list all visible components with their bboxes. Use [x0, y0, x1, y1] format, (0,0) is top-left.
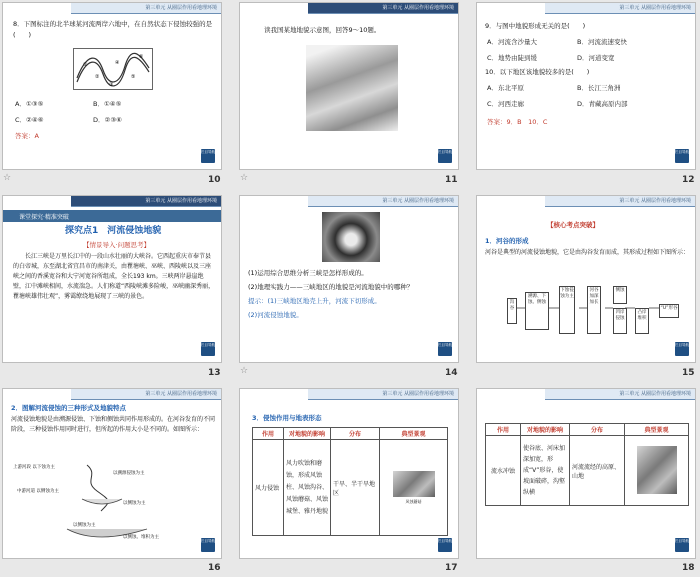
- question-10: 10．以下地区该地貌较多的是( ): [485, 68, 590, 76]
- slide-header: 第三单元 从圈层作用看地理环境: [71, 389, 221, 400]
- option-b: B．河流流速变快: [577, 38, 627, 46]
- slide-header: 第三单元 从圈层作用看地理环境: [308, 3, 458, 14]
- option-a: A．①③⑤: [15, 100, 44, 108]
- slide-16[interactable]: [2, 388, 222, 559]
- page-number: 18: [682, 563, 695, 573]
- flow-box: 凹岸侵蚀: [613, 308, 627, 334]
- nav-badge[interactable]: 栏目导航: [438, 538, 452, 552]
- nav-badge[interactable]: 栏目导航: [201, 538, 215, 552]
- hint: 提示：(1)三峡地区地壳上升，河流下切形成。: [248, 297, 381, 305]
- page-number: 12: [682, 175, 695, 185]
- table-cell: 风力吹蚀和磨蚀，形成风蚀柱、风蚀沟谷、风蚀蘑菇、风蚀城堡、雅丹地貌: [284, 440, 331, 536]
- section-heading: 3．侵蚀作用与地表形态: [252, 414, 322, 422]
- body-text: 河谷是典型的河流侵蚀地貌，它是由沟谷发育而成，其形成过程如下图所示：: [485, 249, 690, 256]
- table-header: 典型景观: [380, 428, 448, 440]
- page-number: 14: [445, 368, 458, 378]
- option-b: B．①④⑤: [93, 100, 122, 108]
- page-number: 16: [208, 563, 221, 573]
- table-header: 典型景观: [625, 424, 689, 436]
- map-label: ⑤: [131, 74, 136, 80]
- flow-box: 下蚀侵蚀为主: [559, 286, 575, 334]
- slide-header: 第三单元 从圈层作用看地理环境: [71, 3, 221, 14]
- landform-image: [306, 45, 398, 131]
- photo-caption: 风蚀蘑菇: [405, 498, 422, 504]
- slide-header: 第三单元 从圈层作用看地理环境: [308, 196, 458, 207]
- question-2: (2)地理实践力——三峡地区的地貌是河流地貌中的哪种？: [248, 283, 414, 291]
- answer: 答案：9．B 10．C: [487, 118, 548, 126]
- nav-badge[interactable]: 栏目导航: [675, 538, 689, 552]
- caption: 读我国某地地貌示意图，回答9～10题。: [264, 26, 381, 34]
- slide-13[interactable]: [2, 195, 222, 363]
- star-icon[interactable]: ☆: [240, 366, 249, 376]
- page-number: 17: [445, 563, 458, 573]
- nav-badge[interactable]: 栏目导航: [201, 149, 215, 163]
- map-label: ④: [115, 60, 120, 66]
- option-a: A．东北平原: [487, 84, 524, 92]
- table-cell: 流水冲蚀: [486, 436, 521, 506]
- slide-14[interactable]: [239, 195, 459, 363]
- table-cell: [380, 440, 448, 536]
- hint-2: (2)河流侵蚀地貌。: [248, 311, 303, 319]
- section-title: 探究点1 河流侵蚀地貌: [65, 226, 162, 236]
- diagram-label: 中游河道 以侧蚀为主: [17, 489, 59, 494]
- slide-header: 第三单元 从圈层作用看地理环境: [71, 196, 221, 207]
- landscape-photo: [393, 471, 435, 497]
- slide-header: 第三单元 从圈层作用看地理环境: [545, 196, 695, 207]
- table-cell: 使谷底、河床加深加宽，形成“V”形谷，使坡面破碎，沟壑纵横: [521, 436, 570, 506]
- option-c: C．河西走廊: [487, 100, 525, 108]
- nav-badge[interactable]: 栏目导航: [675, 149, 689, 163]
- option-c: C．②④⑥: [15, 116, 44, 124]
- table-header: 分布: [331, 428, 380, 440]
- map-label: ②: [95, 74, 100, 80]
- table-header: 分布: [570, 424, 625, 436]
- nav-badge[interactable]: 栏目导航: [675, 342, 689, 356]
- section-heading: 1．河谷的形成: [485, 237, 529, 245]
- answer: 答案：A: [15, 132, 39, 140]
- section-title: 【核心考点突破】: [547, 221, 599, 229]
- option-d: D．青藏高原内部: [577, 100, 628, 108]
- diagram-label: 以侧蚀、堆积为主: [123, 535, 159, 540]
- table-header: 对地貌的影响: [521, 424, 570, 436]
- question-9: 9．与图中地貌形成无关的是( ): [485, 22, 586, 30]
- option-d: D．②③⑥: [93, 116, 122, 124]
- question-8: 8．下图标注的北半球某河流两岸六地中，在自然状态下侵蚀较强的是( ): [13, 20, 213, 39]
- flow-box: “U”形谷: [659, 304, 679, 318]
- option-b: B．长江三角洲: [577, 84, 621, 92]
- option-c: C．地势由陡到缓: [487, 54, 538, 62]
- section-banner: 课堂探究·精准突破: [3, 210, 222, 222]
- diagram-label: 以溯源侵蚀为主: [113, 471, 145, 476]
- option-a: A．河流含沙量大: [487, 38, 537, 46]
- diagram-label: 以侧蚀为主: [123, 501, 146, 506]
- page-number: 10: [208, 175, 221, 185]
- page-number: 15: [682, 368, 695, 378]
- flow-box: 沟谷: [507, 298, 517, 324]
- body-text: 河流侵蚀地貌是由溯源侵蚀、下蚀和侧蚀共同作用形成的。在河谷发育的不同阶段，三种侵蚀作用同时进行，但所起的作用大小是不同的。如图所示：: [11, 416, 216, 433]
- page-number: 11: [445, 175, 458, 185]
- flow-box: 溯源、下蚀、侧蚀: [525, 292, 549, 330]
- map-label: ③: [109, 82, 114, 88]
- landscape-photo: [637, 446, 677, 494]
- body-text: 长江三峡是万里长江中的一段山水壮丽的大峡谷。它西起重庆市奉节县的白帝城，东至湖北省宜昌市的南津关，由瞿塘峡、巫峡、西陵峡以及三座峡之间的香溪宽谷和大宁河宽谷所组成，全长193 km。三峡两岸悬崖绝壁，江中滩峡相间，水流湍急。人们称道“西陵峡滩多险峻，巫峡幽深秀丽，瞿塘峡雄伟壮观”，雾霭缭绕地展现了三峡的景色。: [13, 253, 215, 300]
- flow-box: 河谷加深加长: [587, 286, 601, 334]
- slide-12[interactable]: [476, 2, 696, 170]
- question-1: (1)运用综合思维分析三峡是怎样形成的。: [248, 269, 368, 277]
- table-header: 作用: [486, 424, 521, 436]
- section-heading: 2．图解河流侵蚀的三种形式及地貌特点: [11, 404, 127, 412]
- nav-badge[interactable]: 栏目导航: [438, 342, 452, 356]
- diagram-label: 上游河段 以下蚀为主: [13, 465, 55, 470]
- gorge-photo: [322, 212, 380, 262]
- slide-header: 第三单元 从圈层作用看地理环境: [545, 3, 695, 14]
- subheading: 【情景导入·问题思考】: [83, 241, 151, 249]
- option-d: D．河道变宽: [577, 54, 615, 62]
- slide-10[interactable]: [2, 2, 222, 170]
- nav-badge[interactable]: 栏目导航: [438, 149, 452, 163]
- slide-header: 第三单元 从圈层作用看地理环境: [545, 389, 695, 400]
- diagram-label: 以侧蚀为主: [73, 523, 96, 528]
- slide-15[interactable]: [476, 195, 696, 363]
- nav-badge[interactable]: 栏目导航: [201, 342, 215, 356]
- star-icon[interactable]: ☆: [3, 173, 12, 183]
- table-header: 对地貌的影响: [284, 428, 331, 440]
- map-label: ①: [83, 62, 88, 68]
- flow-box: 凸岸堆积: [635, 308, 649, 334]
- slide-header: 第三单元 从圈层作用看地理环境: [308, 389, 458, 400]
- table-cell: 河流流经的高原、山地: [570, 436, 625, 506]
- erosion-table: [485, 423, 689, 506]
- slide-17[interactable]: [239, 388, 459, 559]
- table-cell: 风力侵蚀: [253, 440, 284, 536]
- flow-box: 侧蚀: [613, 286, 627, 304]
- table-cell: 干旱、半干旱地区: [331, 440, 380, 536]
- star-icon[interactable]: ☆: [240, 173, 249, 183]
- page-number: 13: [208, 368, 221, 378]
- table-header: 作用: [253, 428, 284, 440]
- erosion-table: [252, 427, 448, 536]
- map-label: ⑥: [139, 54, 144, 60]
- slide-11[interactable]: [239, 2, 459, 170]
- slide-18[interactable]: [476, 388, 696, 559]
- river-map: [73, 48, 153, 90]
